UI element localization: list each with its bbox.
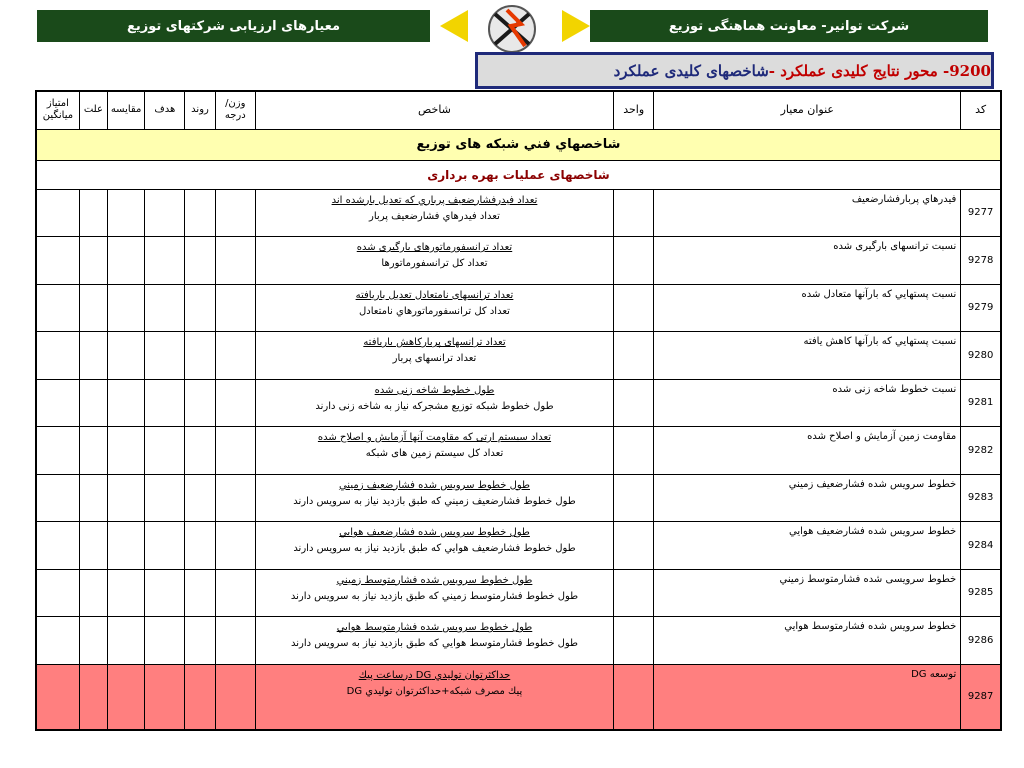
- row-weight[interactable]: [215, 237, 255, 285]
- table-header-row: [36, 91, 1001, 129]
- row-cause[interactable]: [79, 427, 107, 475]
- table-row: [36, 522, 1001, 570]
- row-title: فيدرهاي پربارفشارضعيف: [654, 189, 961, 237]
- row-unit: [614, 522, 654, 570]
- row-target[interactable]: [145, 427, 185, 475]
- row-weight[interactable]: [215, 189, 255, 237]
- row-title: خطوط سرویسی شده فشارمتوسط زميني: [654, 569, 961, 617]
- row-target[interactable]: [145, 664, 185, 730]
- row-code: 9282: [961, 427, 1001, 475]
- table-row: [36, 569, 1001, 617]
- row-code: 9279: [961, 284, 1001, 332]
- row-compare[interactable]: [107, 284, 144, 332]
- row-weight[interactable]: [215, 617, 255, 665]
- row-avg-score[interactable]: [36, 569, 79, 617]
- subsection-row: [36, 160, 1001, 189]
- row-unit: [614, 237, 654, 285]
- row-avg-score[interactable]: [36, 427, 79, 475]
- row-target[interactable]: [145, 617, 185, 665]
- indicator-denominator: تعداد كل ترانسفورماتورهاي نامتعادل: [359, 305, 510, 317]
- indicator-denominator: پيك مصرف شبكه+حداكثرتوان توليدي DG: [346, 685, 523, 697]
- indicator-denominator: تعداد ترانسهای پربار: [392, 353, 477, 364]
- row-title: خطوط سرويس شده فشارضعيف هوايي: [654, 522, 961, 570]
- indicator-denominator: طول خطوط فشارضعيف زميني كه طبق بازديد نياز به سرويس دارند: [293, 495, 576, 507]
- row-compare[interactable]: [107, 332, 144, 380]
- row-code: 9285: [961, 569, 1001, 617]
- indicator-numerator: تعداد فيدرفشارضعيف پرباري كه تعديل بارشده اند: [331, 194, 538, 206]
- row-title: نسبت خطوط شاخه زنی شده: [654, 379, 961, 427]
- row-target[interactable]: [145, 522, 185, 570]
- indicator-numerator: تعداد سیستم ارتی که مقاومت آنها آزمایش و اصلاح شده: [317, 432, 552, 443]
- row-indicator: [255, 284, 613, 332]
- row-cause[interactable]: [79, 617, 107, 665]
- row-code: 9286: [961, 617, 1001, 665]
- row-target[interactable]: [145, 237, 185, 285]
- row-trend[interactable]: [185, 189, 215, 237]
- indicator-numerator: طول خطوط سرويس شده فشارمتوسط هوايي: [336, 622, 533, 633]
- row-unit: [614, 284, 654, 332]
- row-code: 9280: [961, 332, 1001, 380]
- section-title: شاخصهاي فني شبكه های توزیع: [36, 129, 1001, 160]
- indicator-numerator: طول خطوط سرويس شده فشارمتوسط زميني: [336, 574, 533, 586]
- col-criterion: عنوان معیار: [654, 91, 961, 129]
- row-unit: [614, 569, 654, 617]
- row-indicator: [255, 237, 613, 285]
- row-trend[interactable]: [185, 664, 215, 730]
- row-indicator: [255, 332, 613, 380]
- indicator-numerator: تعداد ترانسهای نامتعادل تعدیل باریافته: [355, 289, 514, 301]
- col-avg-score: امتیاز میانگین: [36, 91, 79, 129]
- indicator-denominator: طول خطوط شبکه توزیع مشجرکه نیاز به شاخه زنی دارند: [315, 400, 554, 412]
- row-avg-score[interactable]: [36, 237, 79, 285]
- table-row: [36, 189, 1001, 237]
- row-trend[interactable]: [185, 474, 215, 522]
- table-row: [36, 237, 1001, 285]
- row-compare[interactable]: [107, 189, 144, 237]
- row-unit: [614, 664, 654, 730]
- row-avg-score[interactable]: [36, 189, 79, 237]
- header-left-title: معیارهای ارزیابی شرکتهای توزیع: [126, 18, 341, 34]
- indicator-numerator: حداكثرتوان توليدي DG درساعت پيك: [358, 669, 511, 681]
- table-row: [36, 284, 1001, 332]
- row-title: نسبت پستهایي که بارآنها متعادل شده: [654, 284, 961, 332]
- row-trend[interactable]: [185, 379, 215, 427]
- row-indicator: [255, 569, 613, 617]
- indicator-denominator: تعداد فيدرهاي فشارضعيف پربار: [369, 210, 500, 222]
- row-title: خطوط سرويس شده فشارمتوسط هوايي: [654, 617, 961, 665]
- row-code: 9278: [961, 237, 1001, 285]
- row-trend[interactable]: [185, 237, 215, 285]
- row-avg-score[interactable]: [36, 474, 79, 522]
- kpi-table: [35, 90, 1002, 731]
- col-indicator: شاخص: [255, 91, 613, 129]
- row-avg-score[interactable]: [36, 284, 79, 332]
- row-weight[interactable]: [215, 522, 255, 570]
- row-weight[interactable]: [215, 427, 255, 475]
- row-cause[interactable]: [79, 284, 107, 332]
- subtitle-kpi: شاخصهای کلیدی عملکرد: [613, 61, 769, 80]
- col-compare: مقایسه: [107, 91, 144, 129]
- row-trend[interactable]: [185, 427, 215, 475]
- row-target[interactable]: [145, 569, 185, 617]
- row-title: مقاومت زمین آزمایش و اصلاح شده: [654, 427, 961, 475]
- row-code: 9283: [961, 474, 1001, 522]
- row-cause[interactable]: [79, 474, 107, 522]
- row-avg-score[interactable]: [36, 379, 79, 427]
- row-cause[interactable]: [79, 522, 107, 570]
- row-target[interactable]: [145, 189, 185, 237]
- row-trend[interactable]: [185, 284, 215, 332]
- logo-icon: [477, 2, 547, 54]
- page-subtitle: [475, 52, 994, 89]
- row-weight[interactable]: [215, 379, 255, 427]
- row-code: 9284: [961, 522, 1001, 570]
- indicator-numerator: طول خطوط سرويس شده فشارضعيف هوايي: [339, 527, 530, 538]
- indicator-numerator: تعداد ترانسفورماتورهای بارگیری شده: [356, 242, 513, 253]
- indicator-denominator: تعداد کل ترانسفورماتورها: [381, 258, 488, 269]
- table-row: [36, 617, 1001, 665]
- indicator-denominator: تعداد کل سیستم زمین های شبکه: [365, 448, 504, 459]
- row-cause[interactable]: [79, 664, 107, 730]
- row-title: خطوط سرويس شده فشارضعيف زميني: [654, 474, 961, 522]
- row-avg-score[interactable]: [36, 332, 79, 380]
- row-compare[interactable]: [107, 569, 144, 617]
- row-unit: [614, 427, 654, 475]
- left-arrow-icon: [440, 10, 468, 42]
- row-trend[interactable]: [185, 522, 215, 570]
- col-weight: وزن/ درجه: [215, 91, 255, 129]
- row-unit: [614, 332, 654, 380]
- row-trend[interactable]: [185, 332, 215, 380]
- row-weight[interactable]: [215, 474, 255, 522]
- col-code: کد: [961, 91, 1001, 129]
- row-compare[interactable]: [107, 617, 144, 665]
- row-cause[interactable]: [79, 189, 107, 237]
- row-unit: [614, 189, 654, 237]
- row-compare[interactable]: [107, 427, 144, 475]
- indicator-denominator: طول خطوط فشارضعيف هوايي كه طبق بازديد نياز به سرويس دارند: [293, 543, 576, 554]
- row-indicator: [255, 664, 613, 730]
- row-weight[interactable]: [215, 569, 255, 617]
- table-row: [36, 664, 1001, 730]
- row-compare[interactable]: [107, 379, 144, 427]
- indicator-denominator: طول خطوط فشارمتوسط زميني كه طبق بازديد نياز به سرويس دارند: [290, 590, 579, 602]
- row-target[interactable]: [145, 379, 185, 427]
- row-trend[interactable]: [185, 569, 215, 617]
- table-row: [36, 379, 1001, 427]
- row-avg-score[interactable]: [36, 617, 79, 665]
- row-unit: [614, 379, 654, 427]
- subsection-title: شاخصهای عملیات بهره برداری: [36, 160, 1001, 189]
- col-unit: واحد: [614, 91, 654, 129]
- row-compare[interactable]: [107, 522, 144, 570]
- section-row: [36, 129, 1001, 160]
- row-indicator: [255, 189, 613, 237]
- indicator-denominator: طول خطوط فشارمتوسط هوايي كه طبق بازديد نياز به سرويس دارند: [290, 638, 579, 649]
- row-cause[interactable]: [79, 379, 107, 427]
- row-title: نسبت ترانسهای بارگیری شده: [654, 237, 961, 285]
- header-right-title: شرکت توانیر- معاونت هماهنگی توزیع: [668, 18, 910, 34]
- row-cause[interactable]: [79, 332, 107, 380]
- row-code: 9287: [961, 664, 1001, 730]
- row-cause[interactable]: [79, 569, 107, 617]
- header-left-banner: [37, 10, 430, 42]
- col-cause: علت: [79, 91, 107, 129]
- row-weight[interactable]: [215, 332, 255, 380]
- table-row: [36, 427, 1001, 475]
- row-cause[interactable]: [79, 237, 107, 285]
- table-row: [36, 474, 1001, 522]
- row-compare[interactable]: [107, 237, 144, 285]
- row-target[interactable]: [145, 332, 185, 380]
- row-title: توسعه DG: [654, 664, 961, 730]
- row-avg-score[interactable]: [36, 664, 79, 730]
- right-arrow-icon: [562, 10, 590, 42]
- row-compare[interactable]: [107, 664, 144, 730]
- row-weight[interactable]: [215, 284, 255, 332]
- row-target[interactable]: [145, 284, 185, 332]
- row-unit: [614, 474, 654, 522]
- col-trend: روند: [185, 91, 215, 129]
- row-avg-score[interactable]: [36, 522, 79, 570]
- row-indicator: [255, 379, 613, 427]
- row-code: 9277: [961, 189, 1001, 237]
- row-code: 9281: [961, 379, 1001, 427]
- row-indicator: [255, 427, 613, 475]
- row-title: نسبت پستهایي كه بارآنها كاهش يافته: [654, 332, 961, 380]
- indicator-numerator: تعداد ترانسهای پربارکاهش باریافته: [363, 337, 506, 348]
- row-weight[interactable]: [215, 664, 255, 730]
- table-row: [36, 332, 1001, 380]
- row-target[interactable]: [145, 474, 185, 522]
- row-indicator: [255, 522, 613, 570]
- row-trend[interactable]: [185, 617, 215, 665]
- header-right-banner: [590, 10, 988, 42]
- col-target: هدف: [145, 91, 185, 129]
- subtitle-axis: 9200- محور نتایج کلیدی عملکرد -: [768, 61, 991, 80]
- row-indicator: [255, 474, 613, 522]
- indicator-numerator: طول خطوط سرويس شده فشارضعيف زميني: [338, 479, 530, 491]
- row-compare[interactable]: [107, 474, 144, 522]
- row-indicator: [255, 617, 613, 665]
- indicator-numerator: طول خطوط شاخه زنی شده: [374, 384, 495, 396]
- row-unit: [614, 617, 654, 665]
